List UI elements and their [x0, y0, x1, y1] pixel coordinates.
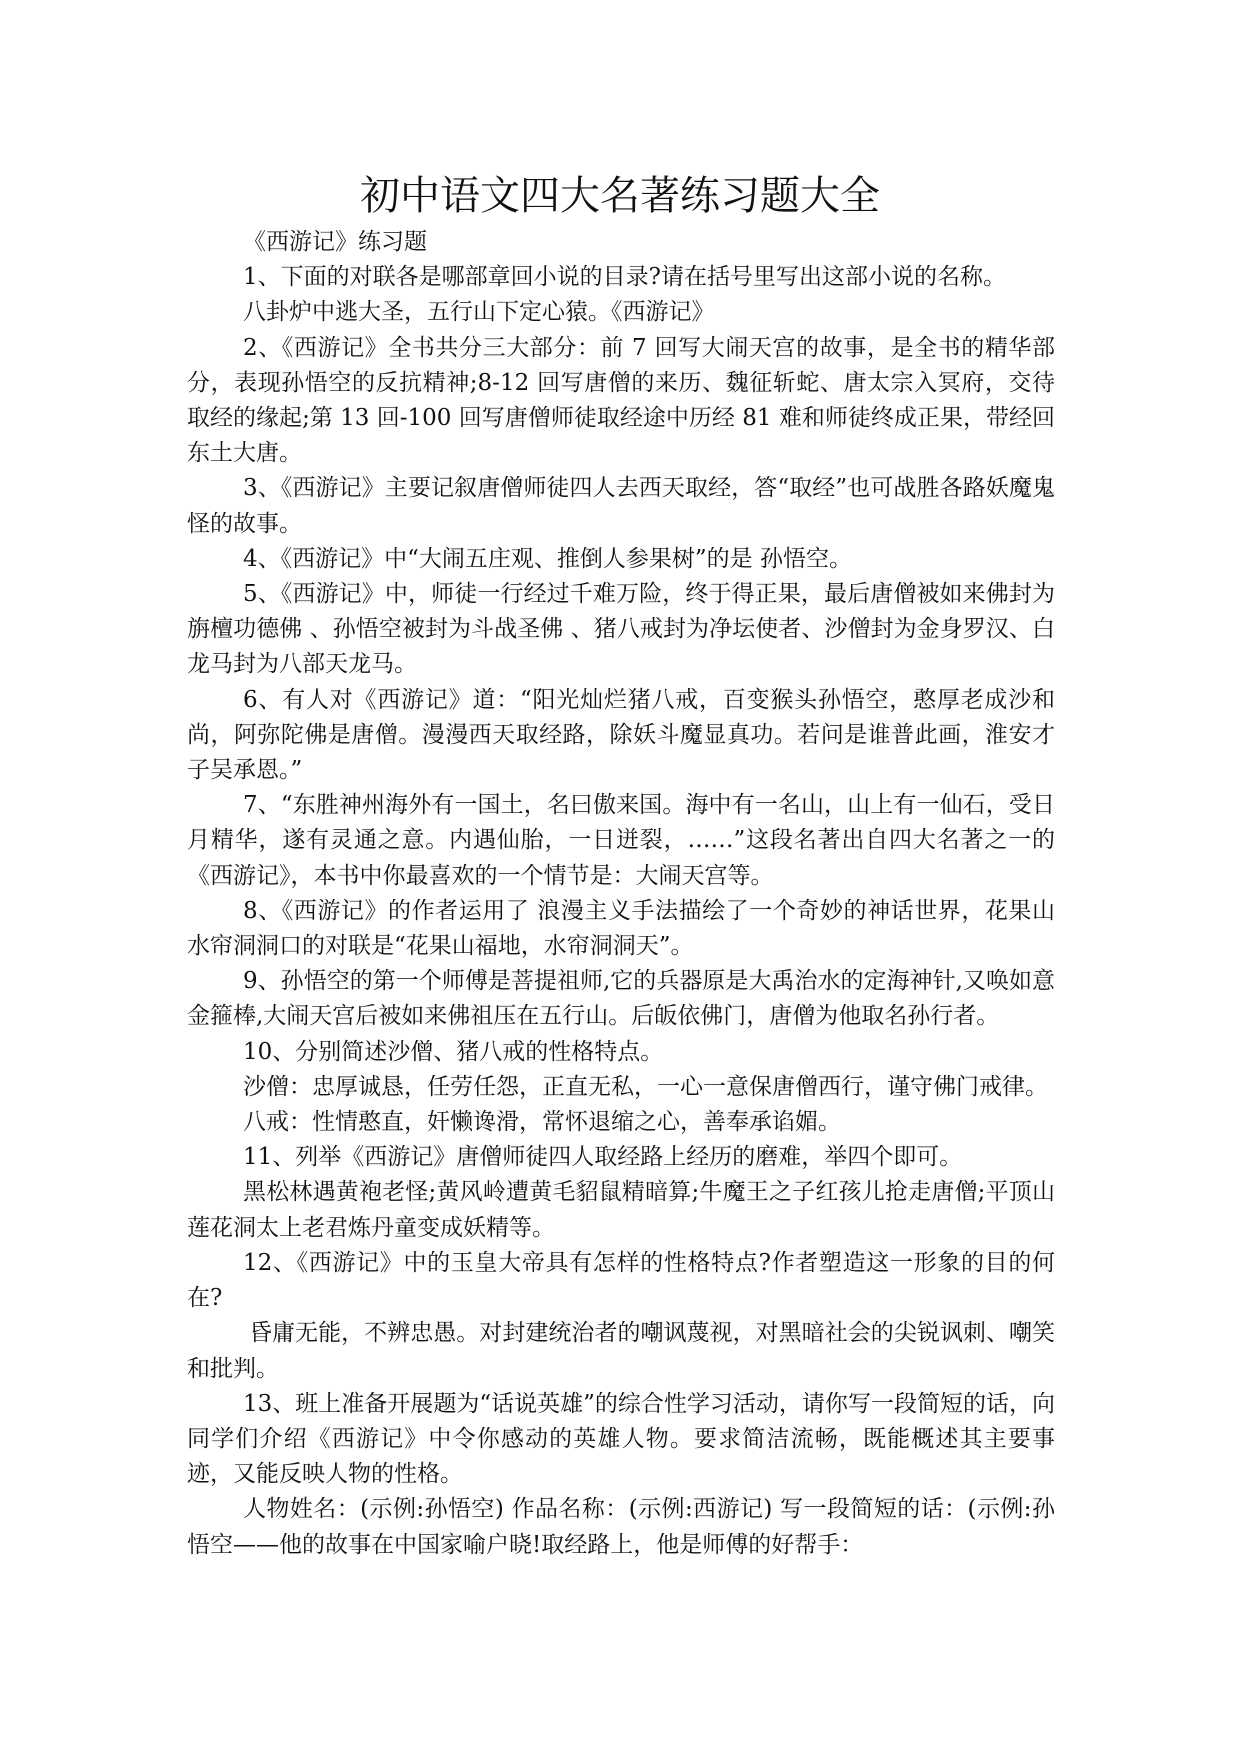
question-12: 12、《西游记》中的玉皇大帝具有怎样的性格特点?作者塑造这一形象的目的何在?	[187, 1249, 1055, 1312]
answer-10-shaseng: 沙僧：忠厚诚恳，任劳任怨，正直无私，一心一意保唐僧西行，谨守佛门戒律。	[243, 1073, 1048, 1100]
answer-11: 黑松林遇黄袍老怪;黄风岭遭黄毛貂鼠精暗算;牛魔王之子红孩儿抢走唐僧;平顶山莲花洞太上老君炼丹童变成妖精等。	[187, 1179, 1055, 1241]
answer-10-bajie: 八戒：性情憨直，奸懒谗滑，常怀退缩之心，善奉承谄媚。	[243, 1109, 841, 1136]
question-13: 13、班上准备开展题为“话说英雄”的综合性学习活动，请你写一段简短的话，向同学们介绍《西游记》中令你感动的英雄人物。要求简洁流畅，既能概述其主要事迹，又能反映人物的性格。	[187, 1390, 1055, 1488]
question-8: 8、《西游记》的作者运用了 浪漫主义手法描绘了一个奇妙的神话世界，花果山水帘洞洞口的对联是“花果山福地，水帘洞洞天”。	[187, 897, 1055, 960]
document-body	[187, 225, 1055, 1563]
question-9: 9、孙悟空的第一个师傅是菩提祖师,它的兵器原是大禹治水的定海神针,又唤如意金箍棒,大闹天宫后被如来佛祖压在五行山。后皈依佛门，唐僧为他取名孙行者。	[187, 968, 1055, 1030]
section-heading: 《西游记》练习题	[243, 229, 427, 255]
question-5: 5、《西游记》中，师徒一行经过千难万险，终于得正果，最后唐僧被如来佛封为旃檀功德佛 、孙悟空被封为斗战圣佛 、猪八戒封为净坛使者、沙僧封为金身罗汉、白龙马封为八部天龙马。	[187, 581, 1055, 678]
question-2: 2、《西游记》全书共分三大部分：前 7 回写大闹天宫的故事，是全书的精华部分，表现孙悟空的反抗精神;8-12 回写唐僧的来历、魏征斩蛇、唐太宗入冥府，交待取经的缘起;第 13 回-100 回写唐僧师徒取经途中历经 81 难和师徒终成正果，带经回东土大唐。	[187, 334, 1055, 467]
document-title: 初中语文四大名著练习题大全	[360, 173, 880, 219]
answer-1: 八卦炉中逃大圣，五行山下定心猿。《西游记》	[243, 299, 715, 326]
question-1: 1、下面的对联各是哪部章回小说的目录?请在括号里写出这部小说的名称。	[243, 264, 1006, 291]
question-3: 3、《西游记》主要记叙唐僧师徒四人去西天取经，答“取经”也可战胜各路妖魔鬼怪的故事。	[187, 475, 1055, 537]
answer-13: 人物姓名：(示例:孙悟空) 作品名称：(示例:西游记) 写一段简短的话：(示例:孙悟空——他的故事在中国家喻户晓!取经路上，他是师傅的好帮手：	[187, 1496, 1055, 1558]
question-6: 6、有人对《西游记》道：“阳光灿烂猪八戒，百变猴头孙悟空，憨厚老成沙和尚，阿弥陀佛是唐僧。漫漫西天取经路，除妖斗魔显真功。若问是谁普此画，淮安才子吴承恩。”	[187, 686, 1055, 784]
question-11: 11、列举《西游记》唐僧师徒四人取经路上经历的磨难，举四个即可。	[243, 1144, 963, 1171]
answer-12: 昏庸无能，不辨忠愚。对封建统治者的嘲讽蔑视，对黑暗社会的尖锐讽刺、嘲笑和批判。	[187, 1320, 1055, 1382]
question-7: 7、“东胜神州海外有一国土，名曰傲来国。海中有一名山，山上有一仙石，受日月精华，遂有灵通之意。内遇仙胎，一日迸裂，……”这段名著出自四大名著之一的《西游记》，本书中你最喜欢的一个情节是：大闹天宫等。	[187, 792, 1055, 889]
question-4: 4、《西游记》中“大闹五庄观、推倒人参果树”的是 孙悟空。	[243, 545, 852, 572]
question-10: 10、分别简述沙僧、猪八戒的性格特点。	[243, 1038, 664, 1065]
